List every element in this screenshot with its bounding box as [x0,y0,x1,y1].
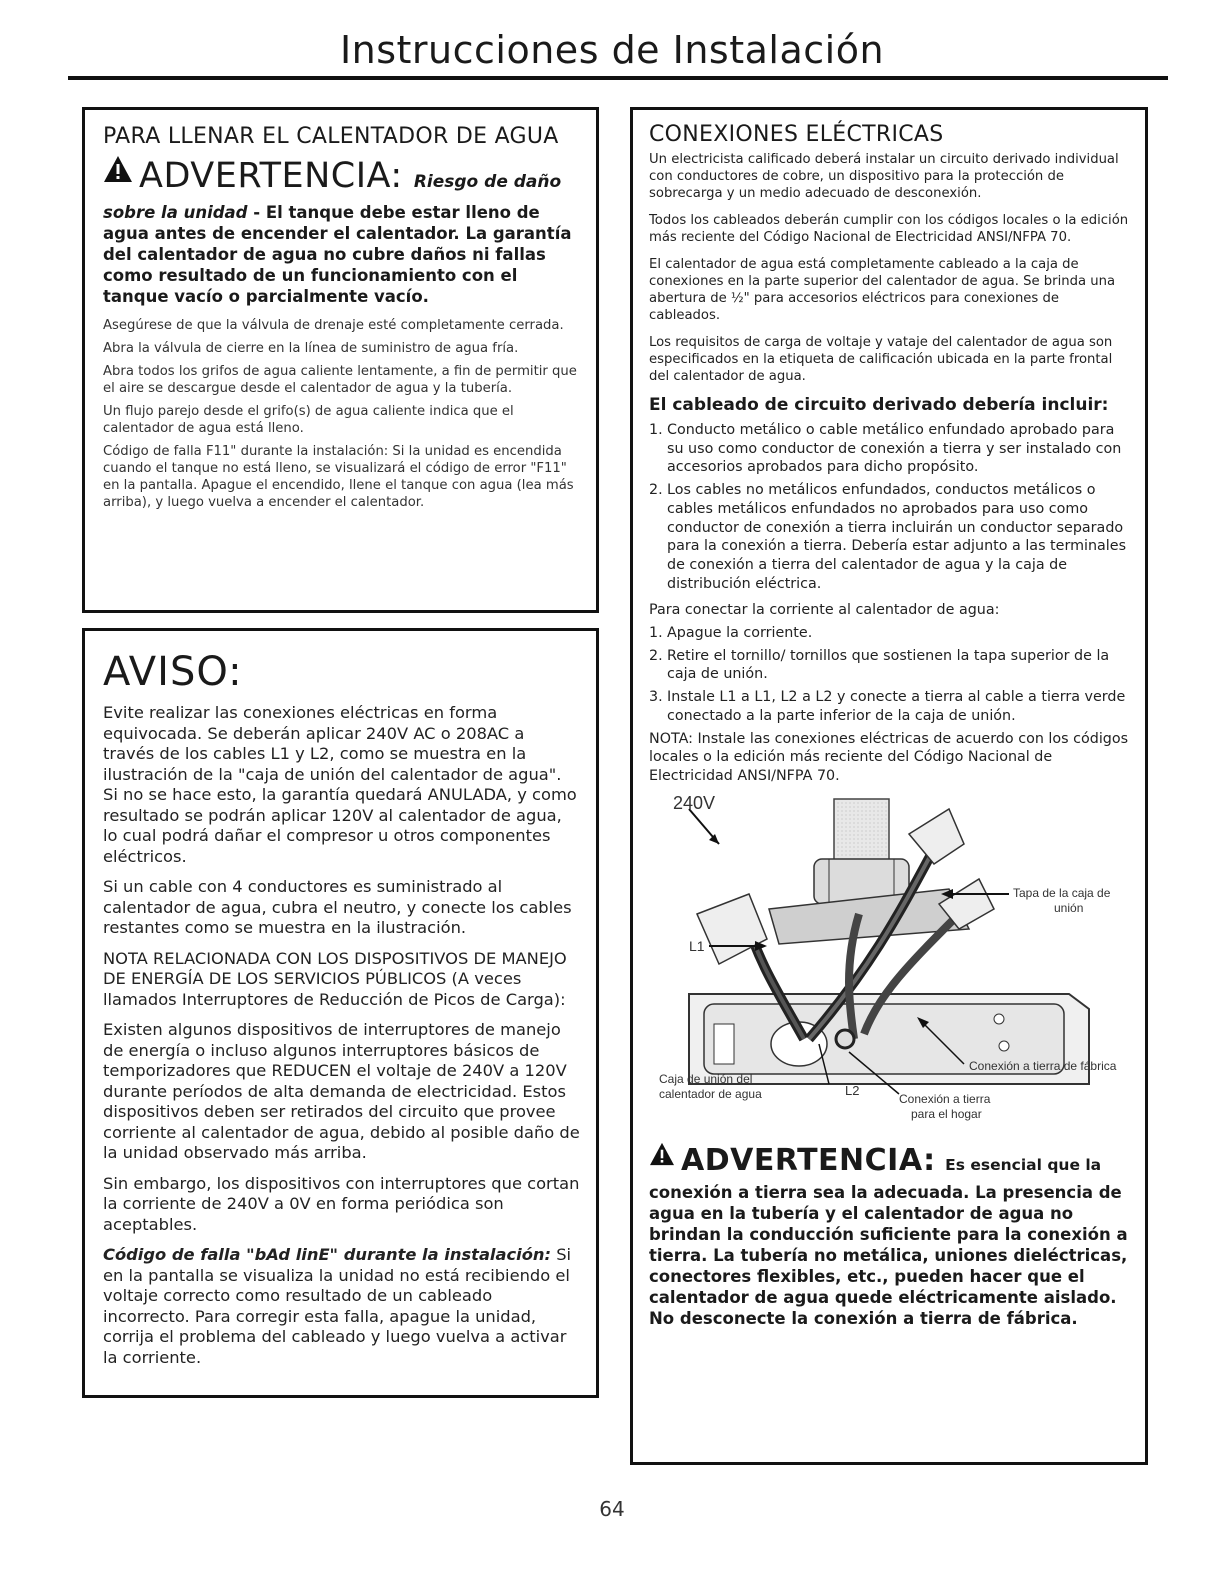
electrical-paragraph: El calentador de agua está completamente cableado a la caja de conexiones en la parte superior del calentador de agua. Se brinda una abertura de ½" para accesorios eléctricos para conexiones de cableados. [649,257,1116,323]
title-divider [68,76,1168,80]
fill-paragraph: Abra todos los grifos de agua caliente lentamente, a fin de permitir que el aire se descargue desde el calentador de agua y la tubería. [103,364,577,396]
list-item: 2. Los cables no metálicos enfundados, conductos metálicos o cables metálicos enfundados no aprobados para uso como conductor de conexión a tierra incluirán un conductor separado para la conexión a tierra. Debería estar adjunto a las terminales de conexión a tierra del calentador de agua y la caja de distribución eléctrica. [649,482,1127,592]
notice-paragraph: Sin embargo, los dispositivos con interruptores que cortan la corriente de 240V a 0V en forma periódica son aceptables. [103,1173,580,1234]
label-factory-ground: Conexión a tierra de fábrica [969,1058,1117,1073]
ground-warning-lead: Es esencial que la [945,1155,1102,1174]
label-l1: L1 [689,937,705,954]
fill-heading: PARA LLENAR EL CALENTADOR DE AGUA [103,124,559,149]
label-l2: L2 [845,1082,860,1098]
ground-warning-heading [649,1142,1133,1182]
fill-paragraph: Asegúrese de que la válvula de drenaje esté completamente cerrada. [103,318,564,333]
electrical-paragraph: Los requisitos de carga de voltaje y vataje del calentador de agua son especificados en la etiqueta de calificación ubicada en la parte frontal del calentador de agua. [649,335,1113,384]
junction-box-diagram [649,794,1139,1134]
label-cover-1: Tapa de la caja de [1013,885,1111,900]
ground-warning-word: ADVERTENCIA: [681,1142,936,1178]
circuit-list [649,421,1133,593]
fill-warning-word: ADVERTENCIA: [139,156,403,196]
electrical-paragraph: Todos los cableados deberán cumplir con los códigos locales o la edición más reciente del Código Nacional de Electricidad ANSI/NFPA 70. [649,213,1129,245]
list-item: 1. Apague la corriente. [649,625,813,642]
fill-warning-italic: sobre la unidad [103,203,248,222]
fault-code-paragraph [103,1245,580,1368]
fill-warning-text [103,202,580,307]
connect-list [649,601,1133,785]
fill-paragraph: Código de falla F11" durante la instalación: Si la unidad es encendida cuando el tanque no está lleno, se visualizará el código de error "F11" en la pantalla. Apague el encendido, llene el tanque con agua (lea más arriba), y luego vuelva a encender el calentador. [103,444,574,510]
fill-paragraph: Abra la válvula de cierre en la línea de suministro de agua fría. [103,341,519,356]
label-cover-2: unión [1054,900,1084,915]
label-box-1: Caja de unión del [659,1071,753,1086]
page-title: Instrucciones de Instalación [339,28,885,72]
label-home-ground-1: Conexión a tierra [899,1091,991,1106]
notice-paragraph: Evite realizar las conexiones eléctricas en forma equivocada. Se deberán aplicar 240V AC o 208AC a través de los cables L1 y L2, como se muestra en la ilustración de la "caja de unión del calentador de agua". Si no se hace esto, la garantía quedará ANULADA, y como resultado se podrán aplicar 120V al calentador de agua, lo cual podrá dañar el compresor u otros componentes eléctricos. [103,703,577,866]
warning-triangle-icon [649,1142,675,1166]
label-240v: 240V [673,792,716,813]
page-number: 64 [599,1497,625,1521]
fault-code-text: Si en la pantalla se visualiza la unidad no está recibiendo el voltaje correcto como resultado de un cableado incorrecto. Para corregir esta falla, apague la unidad, corrija el problema del cableado y luego vuelva a activar la corriente. [103,1245,572,1367]
notice-box [82,628,599,1398]
fill-warning-heading [103,155,580,202]
list-item: 1. Conducto metálico o cable metálico enfundado aprobado para su uso como conductor de conexión a tierra y ser instalado con accesorios aprobados para dicho propósito. [649,422,1122,476]
list-item: 3. Instale L1 a L1, L2 a L2 y conecte a tierra al cable a tierra verde conectado a la parte inferior de la caja de unión. [649,689,1126,724]
ground-warning-text: conexión a tierra sea la adecuada. La presencia de agua en la tubería y el calentador de agua no brindan la conducción suficiente para la conexión a tierra. La tubería no metálica, uniones dieléctricas, conectores flexibles, etc., pueden hacer que el calentador de agua quede eléctricamente aislado. No desconecte la conexión a tierra de fábrica. [649,1182,1128,1328]
connect-intro: Para conectar la corriente al calentador de agua: [649,602,1000,619]
fill-heater-box [82,107,599,613]
fill-warning-body: - El tanque debe estar lleno de agua antes de encender el calentador. La garantía del calentador de agua no cubre daños ni fallas como resultado de un funcionamiento con el tanque vacío o parcialmente vacío. [103,203,572,306]
circuit-heading: El cableado de circuito derivado debería incluir: [649,395,1109,415]
warning-triangle-icon [103,155,133,183]
notice-paragraph: Existen algunos dispositivos de interruptores de manejo de energía o incluso algunos interruptores básicos de temporizadores que REDUCEN el voltaje de 240V a 120V durante períodos de alta demanda de electricidad. Estos dispositivos deben ser retirados del circuito que provee corriente al calentador de agua, debido al posible daño de la unidad observado más arriba. [103,1020,580,1162]
electrical-connections-box [630,107,1148,1465]
notice-title: AVISO: [103,649,243,695]
electrical-heading: CONEXIONES ELÉCTRICAS [649,122,944,147]
fault-code-label: Código de falla "bAd linE" durante la instalación: [103,1245,552,1264]
note: NOTA: Instale las conexiones eléctricas de acuerdo con los códigos locales o la edición más reciente del Código Nacional de Electricidad ANSI/NFPA 70. [649,730,1129,784]
label-home-ground-2: para el hogar [911,1106,982,1121]
label-box-2: calentador de agua [659,1086,762,1101]
fill-paragraph: Un flujo parejo desde el grifo(s) de agua caliente indica que el calentador de agua está lleno. [103,404,514,436]
list-item: 2. Retire el tornillo/ tornillos que sostienen la tapa superior de la caja de unión. [649,647,1110,683]
fill-warning-subtitle: Riesgo de daño [413,172,562,192]
notice-paragraph: NOTA RELACIONADA CON LOS DISPOSITIVOS DE MANEJO DE ENERGÍA DE LOS SERVICIOS PÚBLICOS (A veces llamados Interruptores de Reducción de Picos de Carga): [103,948,567,1009]
electrical-paragraph: Un electricista calificado deberá instalar un circuito derivado individual con conductores de cobre, un dispositivo para la protección de sobrecarga y un medio adecuado de desconexión. [649,152,1119,201]
notice-paragraph: Si un cable con 4 conductores es suministrado al calentador de agua, cubra el neutro, y conecte los cables restantes como se muestra en la ilustración. [103,877,572,937]
